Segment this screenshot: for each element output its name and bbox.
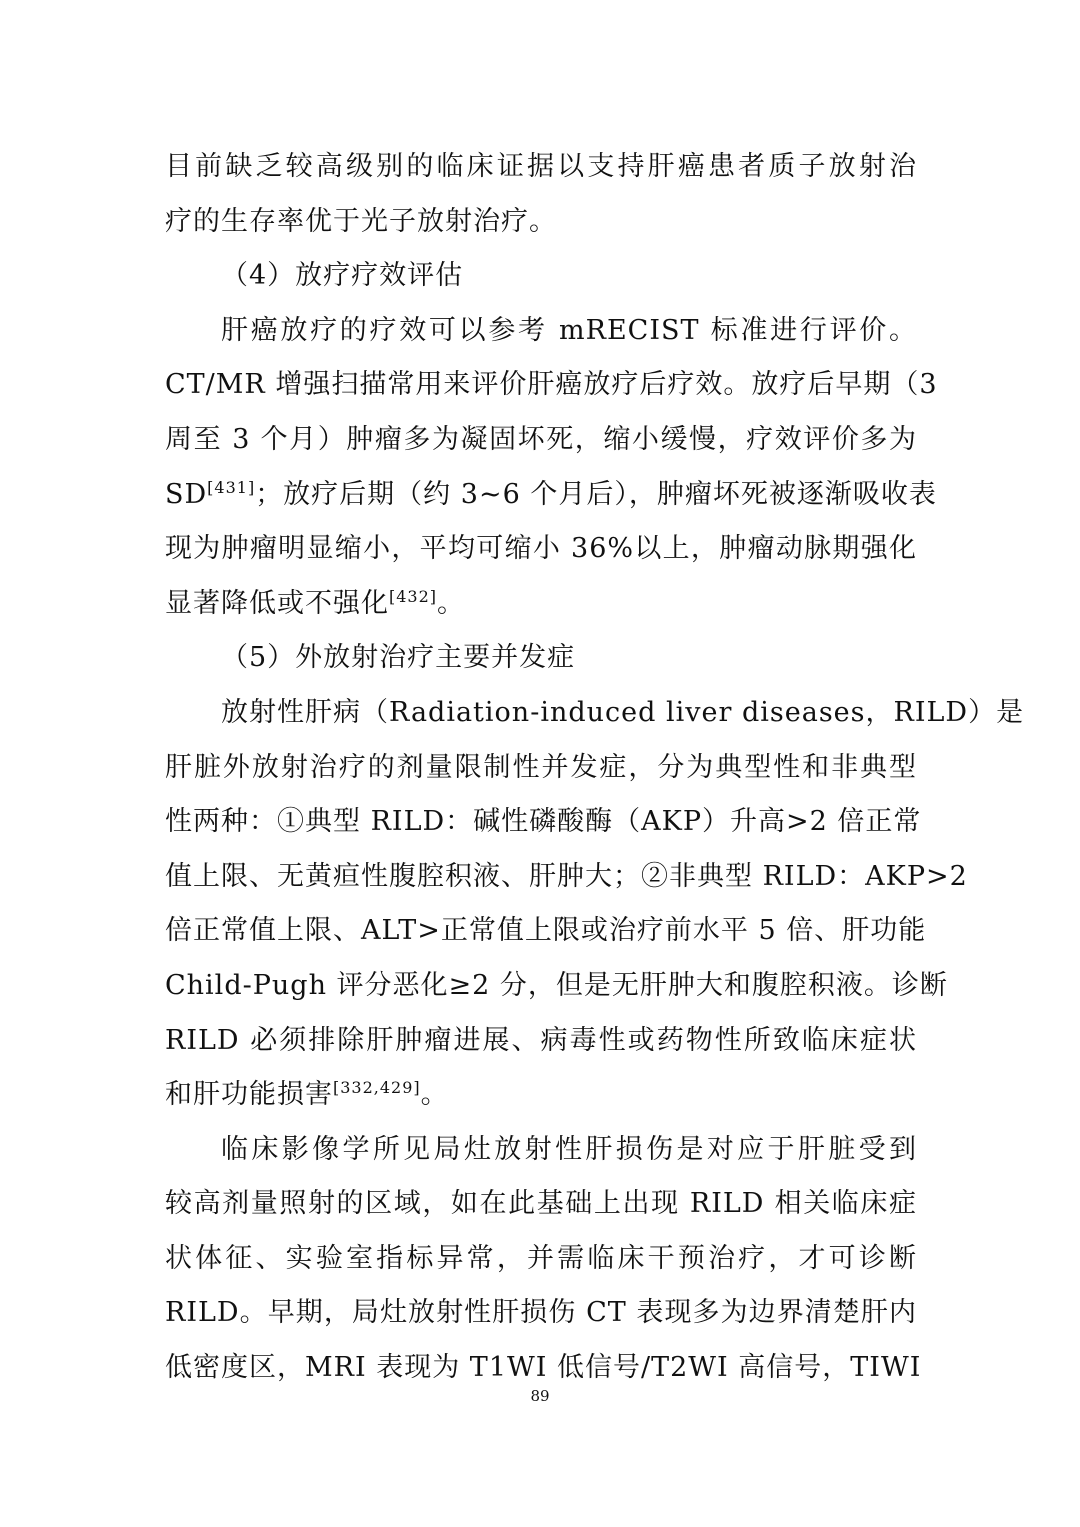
text-line: 疗的生存率优于光子放射治疗。: [165, 205, 557, 237]
text-line: 较高剂量照射的区域，如在此基础上出现 RILD 相关临床症: [165, 1188, 917, 1220]
text-line: 状体征、实验室指标异常，并需临床干预治疗，才可诊断: [165, 1242, 917, 1274]
text-line: [165, 577, 917, 632]
text-line: 肝癌放疗的疗效可以参考 mRECIST 标准进行评价。: [221, 314, 917, 346]
citation: [432]: [389, 586, 438, 606]
text-line: 低密度区，MRI 表现为 T1WI 低信号/T2WI 高信号，TIWI: [165, 1352, 922, 1384]
text-line: Child-Pugh 评分恶化≥2 分，但是无肝肿大和腹腔积液。诊断: [165, 969, 948, 1001]
text-line: 倍正常值上限、ALT>正常值上限或治疗前水平 5 倍、肝功能: [165, 915, 927, 947]
text-line: 周至 3 个月）肿瘤多为凝固坏死，缩小缓慢，疗效评价多为: [165, 423, 917, 455]
section-heading: （4）放疗疗效评估: [221, 260, 464, 292]
text-line: 临床影像学所见局灶放射性肝损伤是对应于肝脏受到: [221, 1133, 917, 1165]
text-segment: 显著降低或不强化: [165, 587, 389, 619]
text-segment: 。: [420, 1079, 449, 1111]
section-heading: （5）外放射治疗主要并发症: [221, 642, 576, 674]
text-segment: ；放疗后期（约 3~6 个月后），肿瘤坏死被逐渐吸收表: [255, 478, 937, 510]
text-line: 性两种：①典型 RILD：碱性磷酸酶（AKP）升高>2 倍正常: [165, 806, 922, 838]
text-line: CT/MR 增强扫描常用来评价肝癌放疗后疗效。放疗后早期（3: [165, 369, 938, 401]
text-line: 目前缺乏较高级别的临床证据以支持肝癌患者质子放射治: [165, 151, 917, 182]
text-line: 现为肿瘤明显缩小，平均可缩小 36%以上，肿瘤动脉期强化: [165, 533, 917, 565]
text-line: 值上限、无黄疸性腹腔积液、肝肿大；②非典型 RILD：AKP>2: [165, 860, 968, 892]
text-segment: 。: [437, 587, 466, 619]
text-line: 肝脏外放射治疗的剂量限制性并发症，分为典型性和非典型: [165, 751, 917, 783]
citation: [332,429]: [333, 1078, 421, 1098]
text-line: RILD 必须排除肝肿瘤进展、病毒性或药物性所致临床症状: [165, 1024, 917, 1056]
text-line: 放射性肝病（Radiation-induced liver diseases，RILD）是: [221, 696, 1025, 728]
text-segment: 和肝功能损害: [165, 1079, 333, 1111]
text-line: [165, 1068, 917, 1123]
text-line: RILD。早期，局灶放射性肝损伤 CT 表现多为边界清楚肝内: [165, 1297, 917, 1329]
document-body: [165, 140, 1025, 1396]
citation: [431]: [207, 477, 256, 497]
text-line: [165, 468, 937, 523]
page-number: 89: [530, 1387, 550, 1405]
text-segment: SD: [165, 478, 208, 510]
